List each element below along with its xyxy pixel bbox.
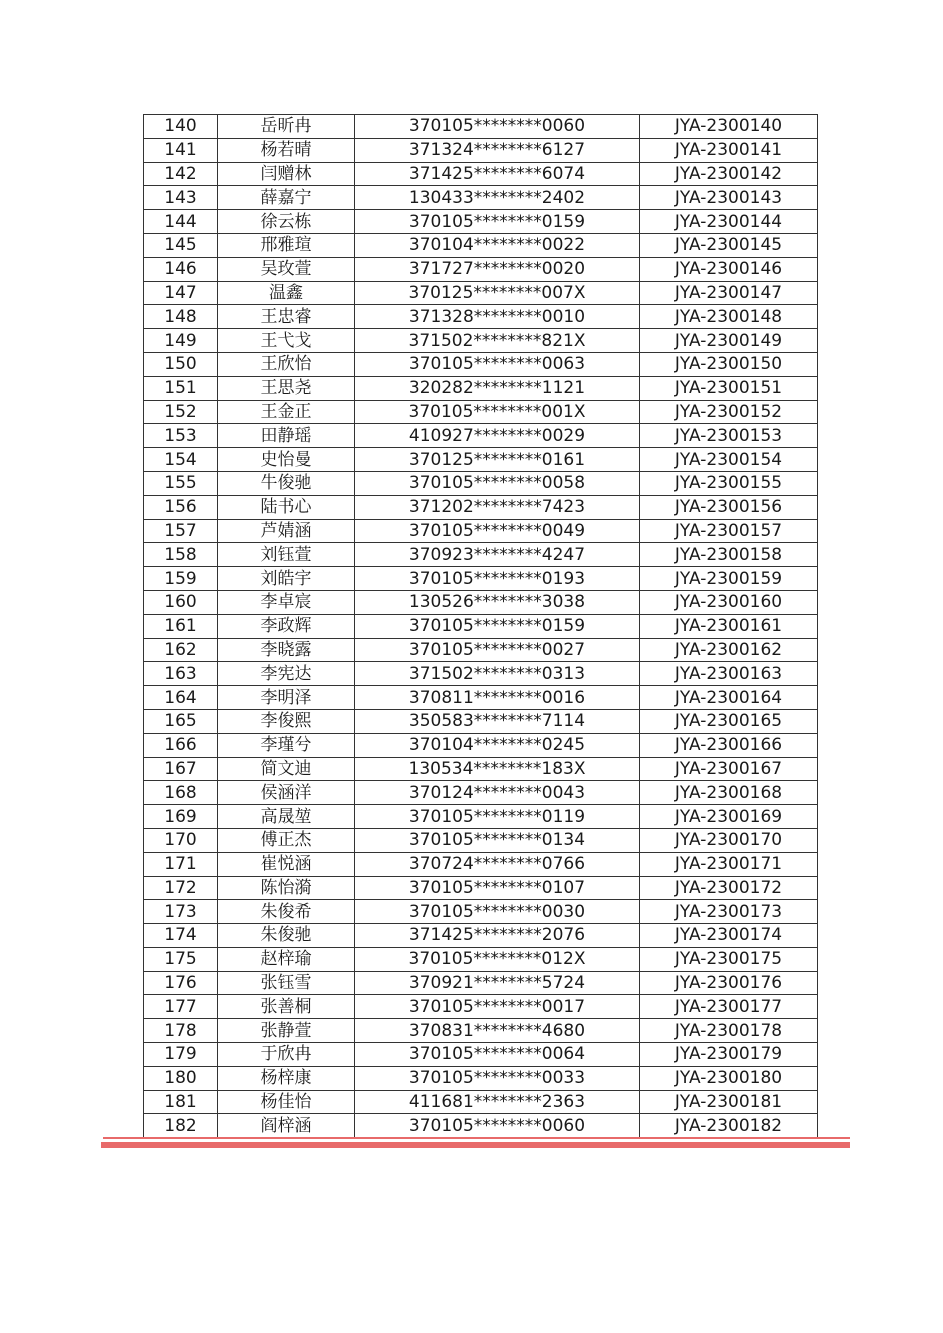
row-number: 175: [144, 947, 218, 971]
registration-code: JYA-2300150: [640, 352, 818, 376]
registration-code: JYA-2300153: [640, 424, 818, 448]
row-number: 173: [144, 900, 218, 924]
table-row: [144, 138, 818, 162]
table-row: [144, 757, 818, 781]
table-row: [144, 876, 818, 900]
student-name: 岳昕冉: [218, 115, 355, 139]
row-number: 176: [144, 971, 218, 995]
student-name: 阎梓涵: [218, 1114, 355, 1138]
table-row: [144, 210, 818, 234]
student-name: 李晓露: [218, 638, 355, 662]
table-row: [144, 495, 818, 519]
registration-code: JYA-2300182: [640, 1114, 818, 1138]
roster-table: [143, 114, 818, 1138]
table-row: [144, 400, 818, 424]
student-name: 陈怡漪: [218, 876, 355, 900]
registration-code: JYA-2300147: [640, 281, 818, 305]
registration-code: JYA-2300148: [640, 305, 818, 329]
row-number: 158: [144, 543, 218, 567]
row-number: 146: [144, 257, 218, 281]
student-name: 朱俊希: [218, 900, 355, 924]
id-number: 370724********0766: [355, 852, 640, 876]
row-number: 160: [144, 590, 218, 614]
id-number: 370105********0060: [355, 1114, 640, 1138]
row-number: 163: [144, 662, 218, 686]
table-row: [144, 329, 818, 353]
id-number: 370105********0134: [355, 828, 640, 852]
row-number: 152: [144, 400, 218, 424]
student-name: 薛嘉宁: [218, 186, 355, 210]
student-name: 徐云栋: [218, 210, 355, 234]
row-number: 179: [144, 1043, 218, 1067]
id-number: 370104********0022: [355, 233, 640, 257]
student-name: 朱俊驰: [218, 924, 355, 948]
registration-code: JYA-2300140: [640, 115, 818, 139]
row-number: 174: [144, 924, 218, 948]
id-number: 370105********0030: [355, 900, 640, 924]
student-name: 李瑾兮: [218, 733, 355, 757]
table-row: [144, 900, 818, 924]
id-number: 130534********183X: [355, 757, 640, 781]
table-row: [144, 376, 818, 400]
registration-code: JYA-2300162: [640, 638, 818, 662]
table-row: [144, 686, 818, 710]
registration-code: JYA-2300173: [640, 900, 818, 924]
id-number: 370105********0017: [355, 995, 640, 1019]
student-name: 杨若晴: [218, 138, 355, 162]
row-number: 144: [144, 210, 218, 234]
table-row: [144, 257, 818, 281]
row-number: 157: [144, 519, 218, 543]
student-name: 李明泽: [218, 686, 355, 710]
registration-code: JYA-2300161: [640, 614, 818, 638]
registration-code: JYA-2300172: [640, 876, 818, 900]
row-number: 145: [144, 233, 218, 257]
id-number: 370124********0043: [355, 781, 640, 805]
row-number: 161: [144, 614, 218, 638]
registration-code: JYA-2300151: [640, 376, 818, 400]
student-name: 闫赠林: [218, 162, 355, 186]
table-row: [144, 971, 818, 995]
row-number: 149: [144, 329, 218, 353]
registration-code: JYA-2300181: [640, 1090, 818, 1114]
table-row: [144, 805, 818, 829]
registration-code: JYA-2300155: [640, 471, 818, 495]
student-name: 杨佳怡: [218, 1090, 355, 1114]
registration-code: JYA-2300152: [640, 400, 818, 424]
table-row: [144, 947, 818, 971]
student-name: 芦婧涵: [218, 519, 355, 543]
table-row: [144, 614, 818, 638]
id-number: 370811********0016: [355, 686, 640, 710]
table-row: [144, 448, 818, 472]
row-number: 159: [144, 567, 218, 591]
row-number: 182: [144, 1114, 218, 1138]
table-row: [144, 852, 818, 876]
table-row: [144, 305, 818, 329]
student-name: 温鑫: [218, 281, 355, 305]
table-row: [144, 1066, 818, 1090]
row-number: 155: [144, 471, 218, 495]
id-number: 371202********7423: [355, 495, 640, 519]
student-name: 侯涵洋: [218, 781, 355, 805]
registration-code: JYA-2300145: [640, 233, 818, 257]
id-number: 370105********0159: [355, 614, 640, 638]
registration-code: JYA-2300142: [640, 162, 818, 186]
registration-code: JYA-2300176: [640, 971, 818, 995]
student-name: 张静萱: [218, 1019, 355, 1043]
id-number: 370105********0159: [355, 210, 640, 234]
row-number: 181: [144, 1090, 218, 1114]
registration-code: JYA-2300159: [640, 567, 818, 591]
id-number: 370105********0033: [355, 1066, 640, 1090]
row-number: 167: [144, 757, 218, 781]
table-row: [144, 352, 818, 376]
id-number: 130433********2402: [355, 186, 640, 210]
row-number: 168: [144, 781, 218, 805]
student-name: 吴玫萱: [218, 257, 355, 281]
student-name: 崔悦涵: [218, 852, 355, 876]
id-number: 370105********0049: [355, 519, 640, 543]
student-name: 史怡曼: [218, 448, 355, 472]
row-number: 178: [144, 1019, 218, 1043]
id-number: 370125********007X: [355, 281, 640, 305]
student-name: 简文迪: [218, 757, 355, 781]
id-number: 370105********0063: [355, 352, 640, 376]
table-row: [144, 233, 818, 257]
row-number: 154: [144, 448, 218, 472]
registration-code: JYA-2300167: [640, 757, 818, 781]
student-name: 高晟堃: [218, 805, 355, 829]
student-name: 王思尧: [218, 376, 355, 400]
row-number: 156: [144, 495, 218, 519]
row-number: 150: [144, 352, 218, 376]
student-name: 李卓宸: [218, 590, 355, 614]
table-row: [144, 709, 818, 733]
registration-code: JYA-2300169: [640, 805, 818, 829]
row-number: 171: [144, 852, 218, 876]
registration-code: JYA-2300170: [640, 828, 818, 852]
registration-code: JYA-2300171: [640, 852, 818, 876]
student-name: 王忠睿: [218, 305, 355, 329]
row-number: 172: [144, 876, 218, 900]
id-number: 370105********0193: [355, 567, 640, 591]
student-name: 邢雅瑄: [218, 233, 355, 257]
student-name: 张善桐: [218, 995, 355, 1019]
row-number: 166: [144, 733, 218, 757]
student-name: 李俊熙: [218, 709, 355, 733]
student-name: 刘钰萱: [218, 543, 355, 567]
table-row: [144, 662, 818, 686]
registration-code: JYA-2300146: [640, 257, 818, 281]
table-row: [144, 519, 818, 543]
registration-code: JYA-2300163: [640, 662, 818, 686]
row-number: 162: [144, 638, 218, 662]
table-row: [144, 567, 818, 591]
registration-code: JYA-2300157: [640, 519, 818, 543]
id-number: 370921********5724: [355, 971, 640, 995]
id-number: 370104********0245: [355, 733, 640, 757]
registration-code: JYA-2300177: [640, 995, 818, 1019]
row-number: 140: [144, 115, 218, 139]
table-row: [144, 1043, 818, 1067]
id-number: 370831********4680: [355, 1019, 640, 1043]
row-number: 164: [144, 686, 218, 710]
table-row: [144, 638, 818, 662]
registration-code: JYA-2300165: [640, 709, 818, 733]
student-name: 陆书心: [218, 495, 355, 519]
id-number: 320282********1121: [355, 376, 640, 400]
row-number: 147: [144, 281, 218, 305]
bottom-rule-thick: [101, 1142, 850, 1148]
table-row: [144, 781, 818, 805]
student-name: 刘皓宇: [218, 567, 355, 591]
row-number: 170: [144, 828, 218, 852]
student-name: 杨梓康: [218, 1066, 355, 1090]
id-number: 371425********2076: [355, 924, 640, 948]
row-number: 148: [144, 305, 218, 329]
student-name: 张钰雪: [218, 971, 355, 995]
id-number: 371502********821X: [355, 329, 640, 353]
table-row: [144, 186, 818, 210]
bottom-rule-thin: [103, 1137, 850, 1139]
row-number: 151: [144, 376, 218, 400]
student-name: 赵梓瑜: [218, 947, 355, 971]
row-number: 177: [144, 995, 218, 1019]
id-number: 411681********2363: [355, 1090, 640, 1114]
id-number: 371324********6127: [355, 138, 640, 162]
table-row: [144, 281, 818, 305]
table-row: [144, 424, 818, 448]
registration-code: JYA-2300179: [640, 1043, 818, 1067]
id-number: 370105********0027: [355, 638, 640, 662]
student-name: 李政辉: [218, 614, 355, 638]
student-name: 王弋戈: [218, 329, 355, 353]
id-number: 370105********012X: [355, 947, 640, 971]
id-number: 370105********0064: [355, 1043, 640, 1067]
registration-code: JYA-2300160: [640, 590, 818, 614]
id-number: 371727********0020: [355, 257, 640, 281]
table-row: [144, 1090, 818, 1114]
registration-code: JYA-2300175: [640, 947, 818, 971]
id-number: 370923********4247: [355, 543, 640, 567]
row-number: 142: [144, 162, 218, 186]
id-number: 370105********0107: [355, 876, 640, 900]
row-number: 165: [144, 709, 218, 733]
registration-code: JYA-2300144: [640, 210, 818, 234]
student-name: 王金正: [218, 400, 355, 424]
id-number: 370125********0161: [355, 448, 640, 472]
registration-code: JYA-2300143: [640, 186, 818, 210]
registration-code: JYA-2300174: [640, 924, 818, 948]
table-row: [144, 590, 818, 614]
id-number: 371425********6074: [355, 162, 640, 186]
row-number: 153: [144, 424, 218, 448]
id-number: 370105********001X: [355, 400, 640, 424]
row-number: 180: [144, 1066, 218, 1090]
registration-code: JYA-2300166: [640, 733, 818, 757]
table-row: [144, 115, 818, 139]
student-name: 傅正杰: [218, 828, 355, 852]
id-number: 130526********3038: [355, 590, 640, 614]
registration-code: JYA-2300154: [640, 448, 818, 472]
registration-code: JYA-2300158: [640, 543, 818, 567]
id-number: 410927********0029: [355, 424, 640, 448]
id-number: 370105********0060: [355, 115, 640, 139]
table-row: [144, 543, 818, 567]
registration-code: JYA-2300141: [640, 138, 818, 162]
table-row: [144, 162, 818, 186]
id-number: 370105********0119: [355, 805, 640, 829]
registration-code: JYA-2300164: [640, 686, 818, 710]
row-number: 169: [144, 805, 218, 829]
row-number: 143: [144, 186, 218, 210]
table-row: [144, 733, 818, 757]
id-number: 370105********0058: [355, 471, 640, 495]
row-number: 141: [144, 138, 218, 162]
table-row: [144, 1019, 818, 1043]
registration-code: JYA-2300178: [640, 1019, 818, 1043]
student-name: 牛俊驰: [218, 471, 355, 495]
id-number: 371502********0313: [355, 662, 640, 686]
table-row: [144, 995, 818, 1019]
table-row: [144, 1114, 818, 1138]
student-name: 田静瑶: [218, 424, 355, 448]
roster-body: [144, 115, 818, 1138]
table-row: [144, 924, 818, 948]
registration-code: JYA-2300156: [640, 495, 818, 519]
registration-code: JYA-2300168: [640, 781, 818, 805]
registration-code: JYA-2300149: [640, 329, 818, 353]
table-row: [144, 828, 818, 852]
student-name: 李宪达: [218, 662, 355, 686]
student-name: 王欣怡: [218, 352, 355, 376]
id-number: 350583********7114: [355, 709, 640, 733]
id-number: 371328********0010: [355, 305, 640, 329]
registration-code: JYA-2300180: [640, 1066, 818, 1090]
student-name: 于欣冉: [218, 1043, 355, 1067]
table-row: [144, 471, 818, 495]
